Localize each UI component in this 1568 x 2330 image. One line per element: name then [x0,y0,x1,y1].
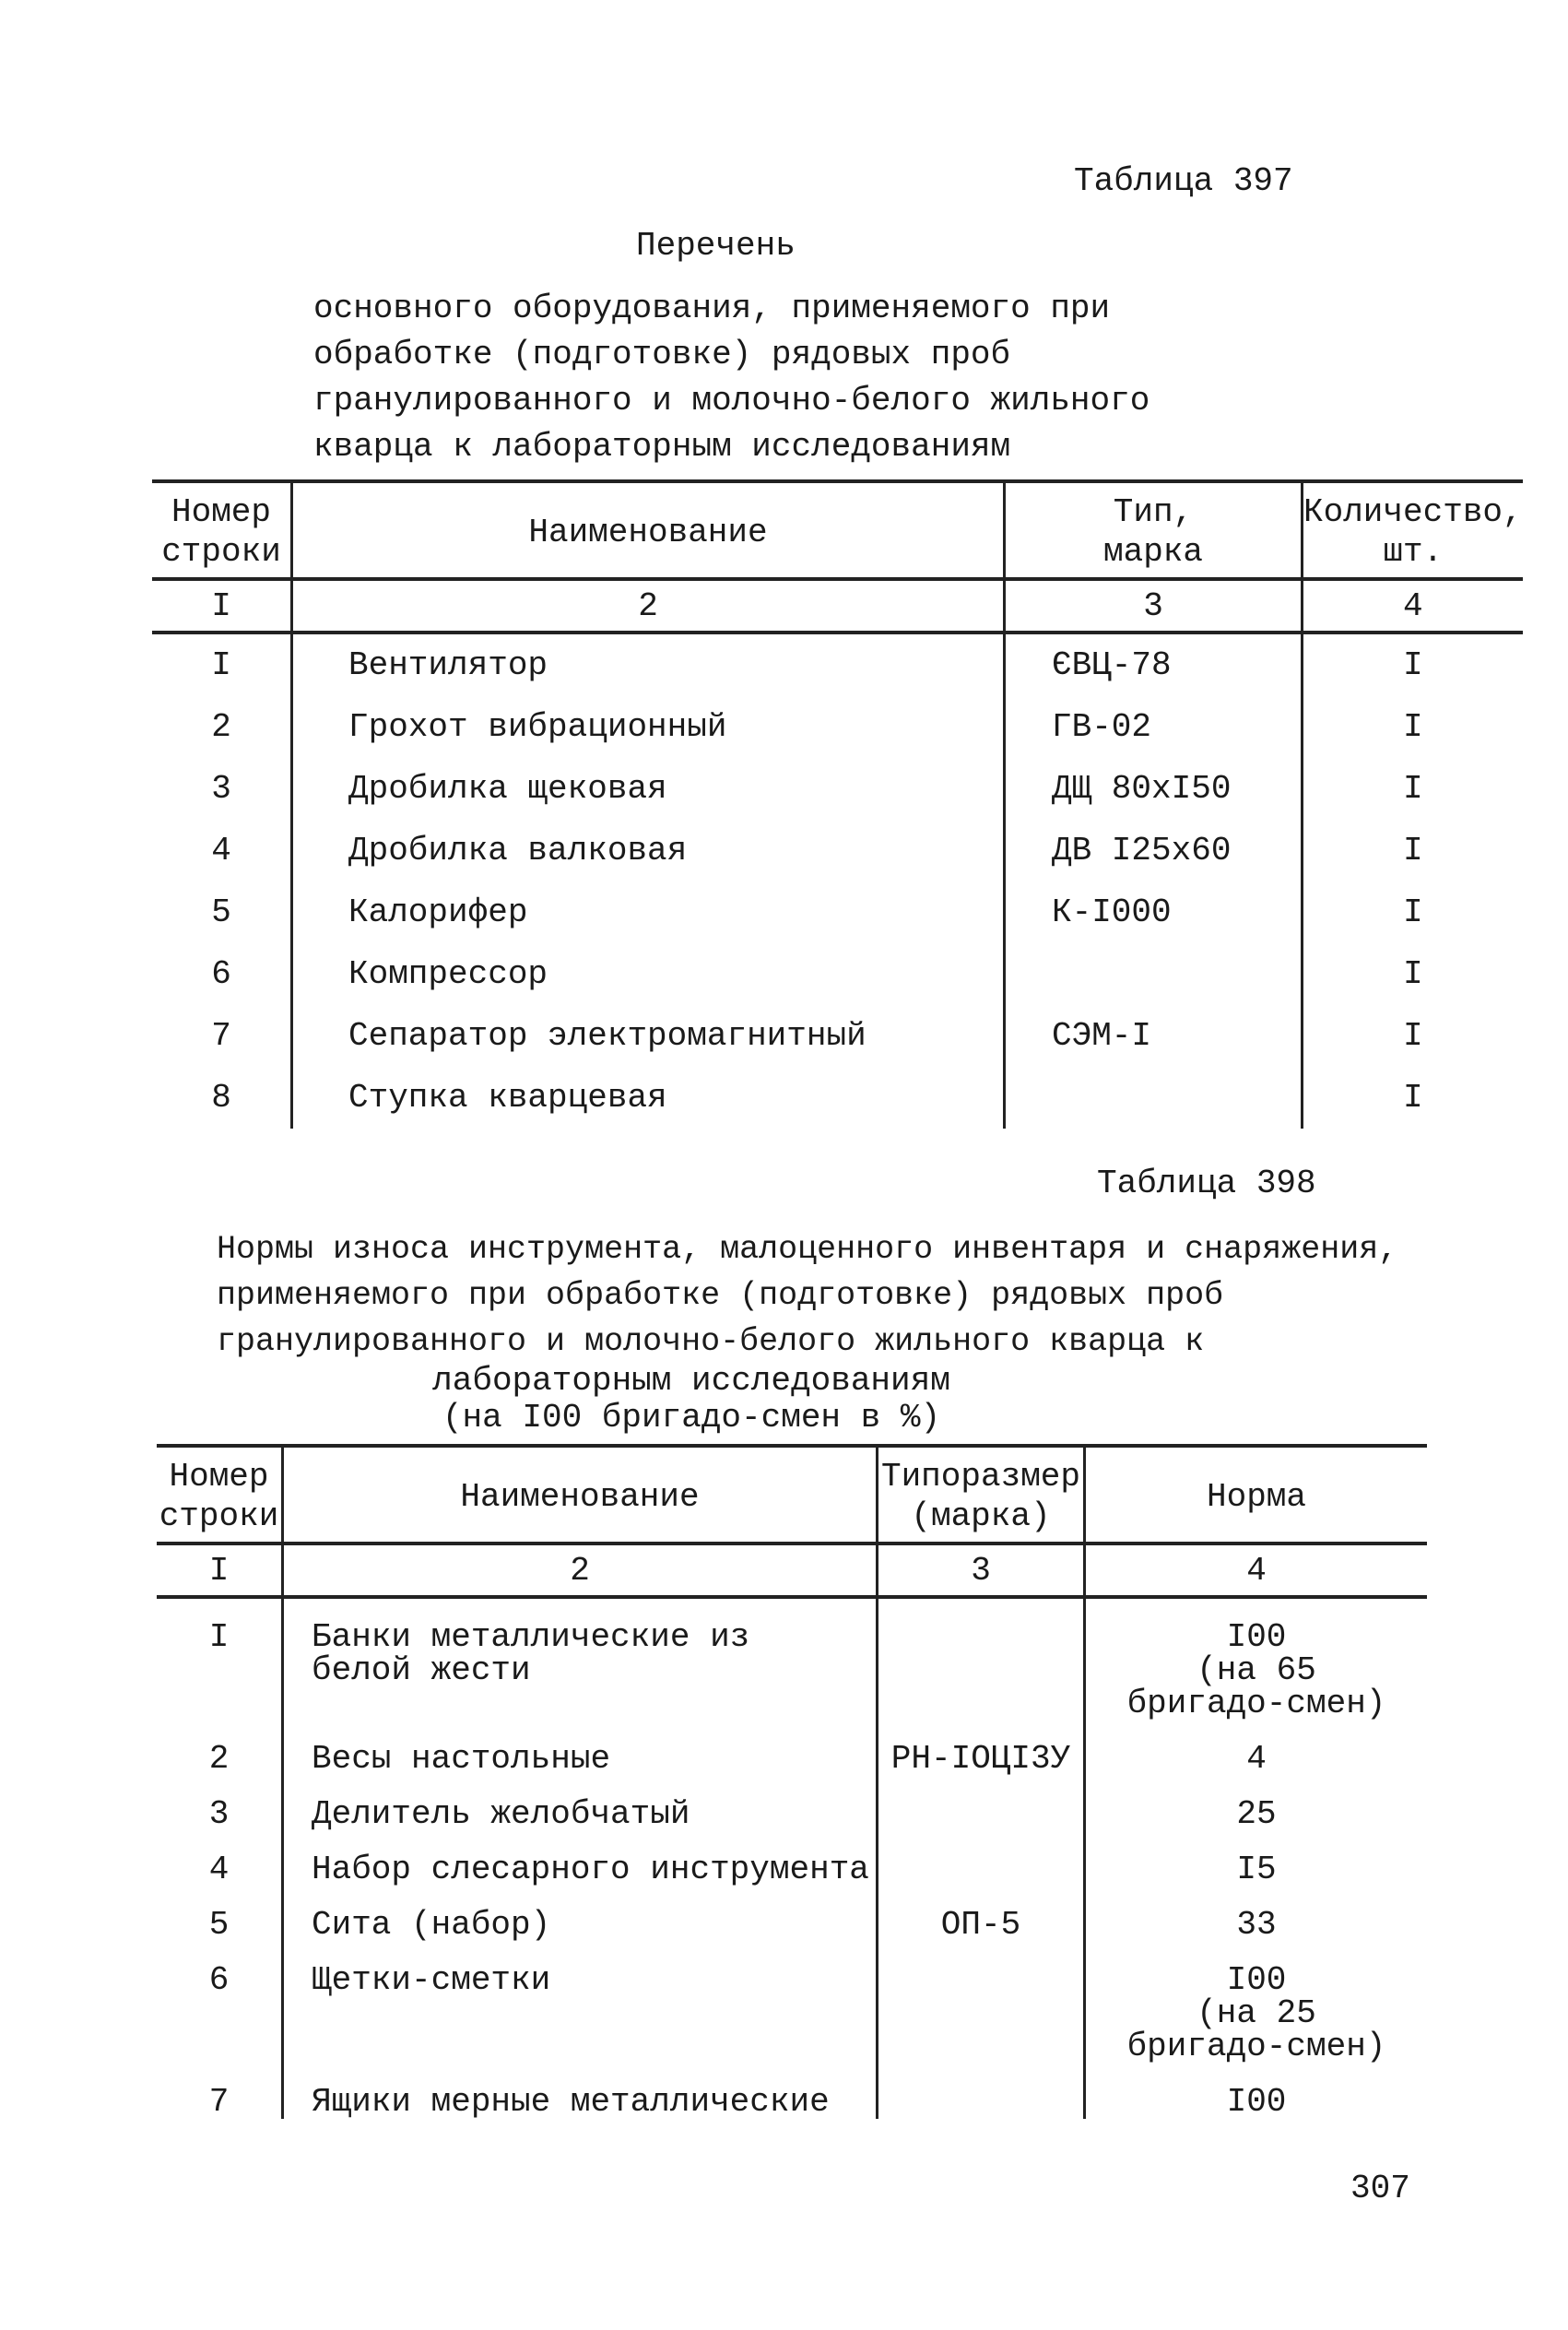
table-398-subtitle [369,1363,1014,1437]
row-number: 6 [152,943,292,1005]
table-row [152,943,1523,1005]
column-number-row [157,1543,1427,1596]
row-norm: 4 [1246,1739,1267,1778]
row-type: ДЩ 80хI50 [1005,758,1303,820]
table-header-row [157,1446,1427,1543]
row-name: Ящики мерные металлические [283,2064,878,2119]
row-type: ДВ I25х60 [1005,820,1303,881]
table-row [157,1886,1427,1942]
row-number: 4 [157,1831,283,1886]
row-name: Грохот вибрационный [292,696,1005,758]
header-row-number: Номер строки [157,1446,283,1543]
row-number: 7 [152,1005,292,1067]
page-number: 307 [1350,2170,1410,2207]
title-line: кварца к лабораторным исследованиям [313,428,1011,466]
row-quantity: I [1403,831,1423,869]
table-row [152,758,1523,820]
row-number: I [157,1597,283,1721]
row-type [1005,943,1303,1005]
row-name: Компрессор [292,943,1005,1005]
row-name: Делитель желобчатый [283,1776,878,1831]
header-size: Типоразмер (марка) [878,1446,1085,1543]
row-norm: I00 [1226,2082,1287,2121]
row-number: 7 [157,2064,283,2119]
row-number: 4 [152,820,292,881]
table-row [157,1942,1427,2064]
row-number: I [152,633,292,696]
row-name: Ступка кварцевая [292,1067,1005,1129]
table-398 [157,1444,1427,2119]
title-line: лабораторным исследованиям [432,1362,950,1400]
table-row [157,1721,1427,1776]
row-number: 8 [152,1067,292,1129]
row-size [878,1831,1085,1886]
row-number: 6 [157,1942,283,2064]
table-row [152,696,1523,758]
header-row-number: Номер строки [152,481,292,579]
row-name: Калорифер [292,881,1005,943]
table-row [157,2064,1427,2119]
row-size [878,1776,1085,1831]
row-type: ГВ-02 [1005,696,1303,758]
column-number: I [152,579,292,632]
header-name: Наименование [292,481,1005,579]
header-name: Наименование [283,1446,878,1543]
row-quantity: I [1403,1016,1423,1055]
table-row [152,1067,1523,1129]
row-quantity: I [1403,707,1423,746]
table-row [157,1831,1427,1886]
header-quantity: Количество, шт. [1303,481,1523,579]
title-line: гранулированного и молочно-белого жильного кварца к [217,1323,1205,1360]
row-quantity: I [1403,954,1423,993]
row-name: Весы настольные [283,1721,878,1776]
row-number: 2 [152,696,292,758]
table-row [157,1776,1427,1831]
row-name: Дробилка щековая [292,758,1005,820]
table-397-heading: Перечень [636,227,796,265]
table-row [152,881,1523,943]
title-line: гранулированного и молочно-белого жильного [313,382,1150,420]
row-name: Банки металлические из белой жести [283,1597,878,1721]
table-header-row [152,481,1523,579]
row-number: 5 [157,1886,283,1942]
row-name: Набор слесарного инструмента [283,1831,878,1886]
title-line: (на I00 бригадо-смен в %) [442,1399,941,1437]
row-name: Сита (набор) [283,1886,878,1942]
column-number: 3 [1005,579,1303,632]
row-type: К-I000 [1005,881,1303,943]
title-line: обработке (подготовке) рядовых проб [313,336,1011,373]
row-name: Щетки-сметки [283,1942,878,2064]
row-quantity: I [1403,769,1423,808]
table-row [157,1597,1427,1721]
row-type [1005,1067,1303,1129]
row-norm: 25 [1236,1794,1277,1833]
row-name: Сепаратор электромагнитный [292,1005,1005,1067]
row-norm: I00 (на 25 бригадо-смен) [1126,1960,1386,2065]
row-size: ОП-5 [878,1886,1085,1942]
title-line: Нормы износа инструмента, малоценного инвентаря и снаряжения, [217,1231,1398,1268]
table-397-title [313,286,1149,470]
row-type: ЄВЦ-78 [1005,633,1303,696]
row-size [878,1597,1085,1721]
column-number: 4 [1303,579,1523,632]
row-type: СЭМ-I [1005,1005,1303,1067]
row-norm: 33 [1236,1905,1277,1944]
table-397-label: Таблица 397 [1074,162,1293,200]
column-number: 4 [1085,1543,1428,1596]
column-number: 2 [292,579,1005,632]
row-size [878,1942,1085,2064]
row-number: 2 [157,1721,283,1776]
column-number: I [157,1543,283,1596]
column-number-row [152,579,1523,632]
row-size: РН-IОЦI3У [878,1721,1085,1776]
row-quantity: I [1403,893,1423,931]
title-line: основного оборудования, применяемого при [313,290,1111,327]
table-row [152,820,1523,881]
column-number: 3 [878,1543,1085,1596]
row-quantity: I [1403,645,1423,684]
row-norm: I00 (на 65 бригадо-смен) [1126,1617,1386,1722]
header-norm: Норма [1085,1446,1428,1543]
row-number: 5 [152,881,292,943]
column-number: 2 [283,1543,878,1596]
table-397 [152,479,1523,1129]
row-size [878,2064,1085,2119]
table-row [152,633,1523,696]
row-name: Вентилятор [292,633,1005,696]
title-line: применяемого при обработке (подготовке) рядовых проб [217,1277,1224,1314]
table-398-title [217,1226,1397,1365]
table-398-label: Таблица 398 [1097,1165,1316,1202]
row-number: 3 [152,758,292,820]
header-type: Тип, марка [1005,481,1303,579]
table-row [152,1005,1523,1067]
row-name: Дробилка валковая [292,820,1005,881]
row-norm: I5 [1236,1850,1277,1888]
row-quantity: I [1403,1078,1423,1117]
row-number: 3 [157,1776,283,1831]
